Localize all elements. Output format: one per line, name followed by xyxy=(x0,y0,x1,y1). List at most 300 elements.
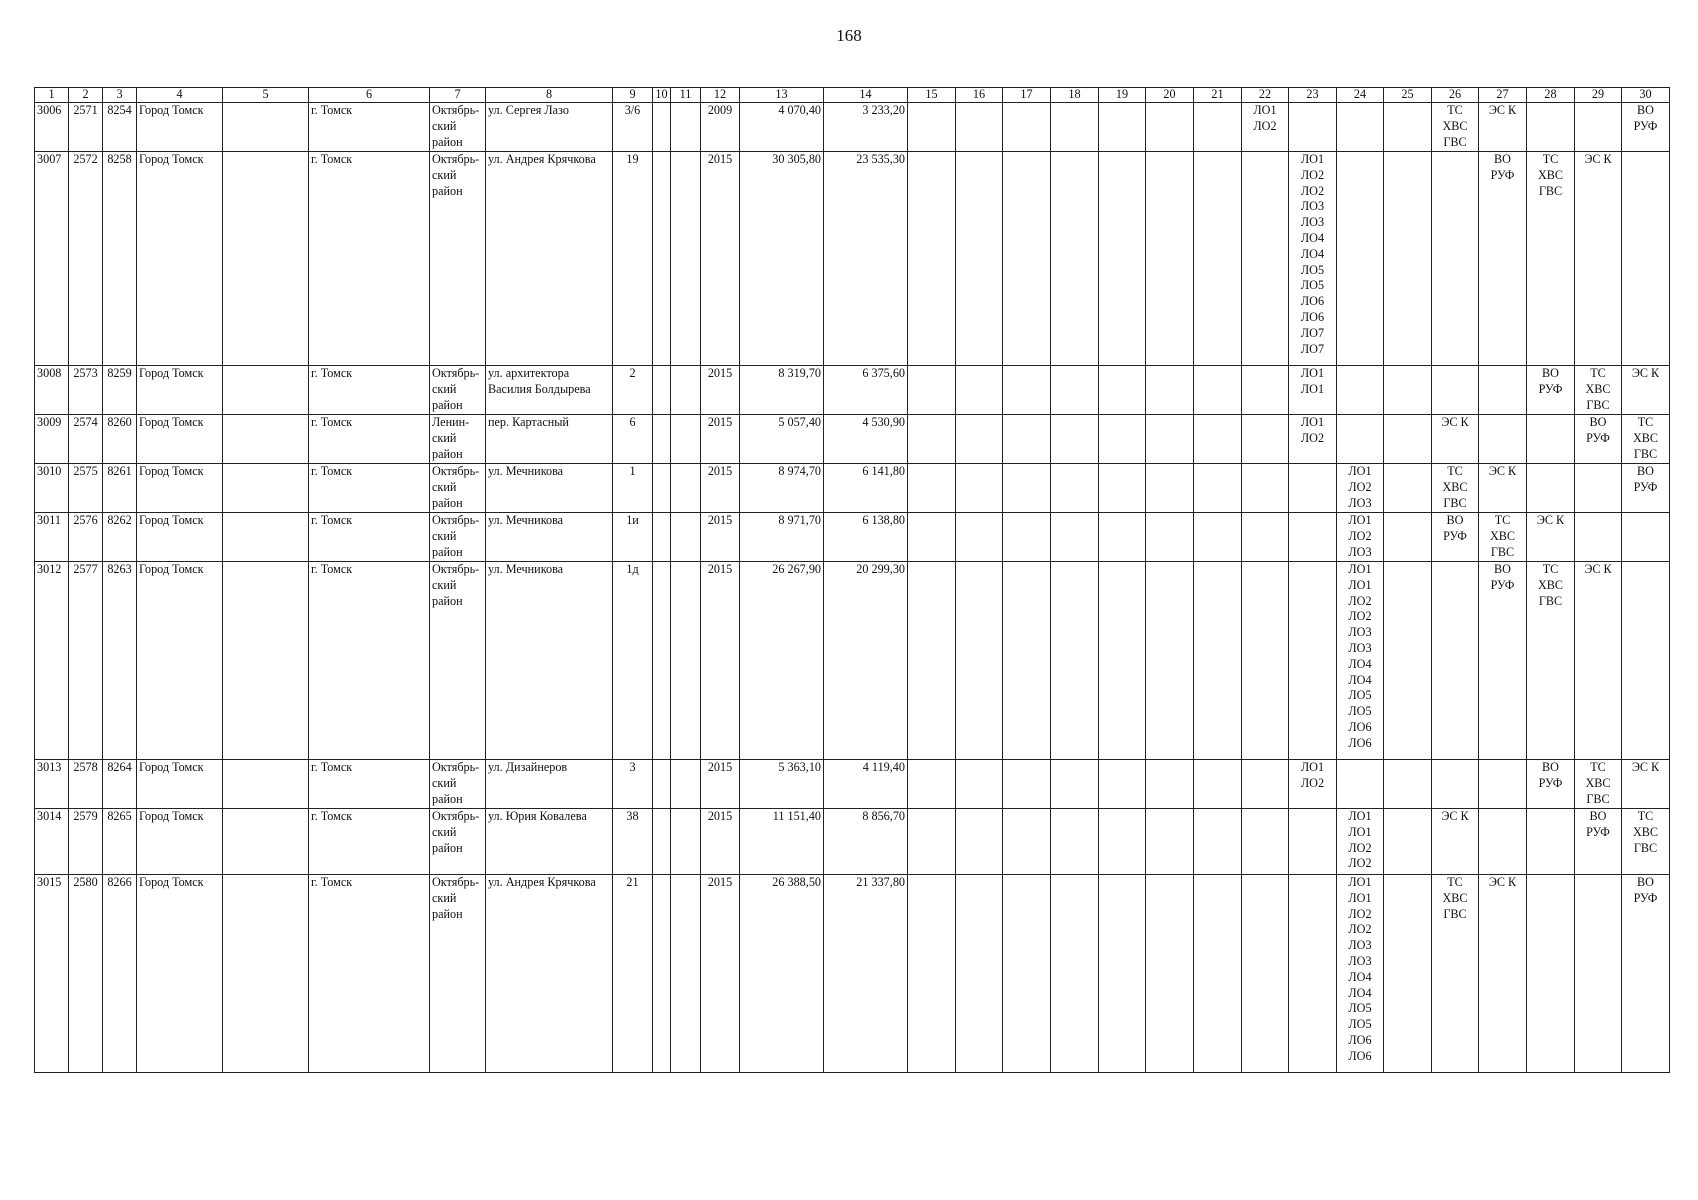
cell-col-4: Город Томск xyxy=(137,809,223,875)
cell-col-19 xyxy=(1099,103,1146,152)
cell-col-1: 3008 xyxy=(35,366,69,415)
cell-col-10 xyxy=(653,415,671,464)
cell-col-4: Город Томск xyxy=(137,513,223,562)
cell-col-20 xyxy=(1146,875,1194,1073)
cell-col-23 xyxy=(1289,464,1337,513)
cell-col-18 xyxy=(1051,760,1099,809)
cell-col-10 xyxy=(653,103,671,152)
cell-col-25 xyxy=(1384,875,1432,1073)
column-header: 9 xyxy=(613,88,653,103)
cell-col-5 xyxy=(223,809,309,875)
cell-col-16 xyxy=(956,103,1003,152)
cell-col-7: Октябрь- ский район xyxy=(430,809,486,875)
cell-col-15 xyxy=(908,464,956,513)
cell-col-3: 8266 xyxy=(103,875,137,1073)
cell-col-22 xyxy=(1242,809,1289,875)
column-header: 6 xyxy=(309,88,430,103)
cell-col-27: ВО РУФ xyxy=(1479,562,1527,760)
cell-col-7: Октябрь- ский район xyxy=(430,366,486,415)
cell-col-3: 8258 xyxy=(103,152,137,366)
cell-col-9: 1 xyxy=(613,464,653,513)
cell-col-13: 26 267,90 xyxy=(740,562,824,760)
cell-col-14: 8 856,70 xyxy=(824,809,908,875)
cell-col-27: ЭС К xyxy=(1479,103,1527,152)
cell-col-22 xyxy=(1242,366,1289,415)
cell-col-6: г. Томск xyxy=(309,760,430,809)
cell-col-29: ТС ХВС ГВС xyxy=(1575,366,1622,415)
column-header: 21 xyxy=(1194,88,1242,103)
cell-col-18 xyxy=(1051,513,1099,562)
cell-col-19 xyxy=(1099,415,1146,464)
cell-col-21 xyxy=(1194,562,1242,760)
cell-col-1: 3010 xyxy=(35,464,69,513)
cell-col-23: ЛО1 ЛО2 ЛО2 ЛО3 ЛО3 ЛО4 ЛО4 ЛО5 ЛО5 ЛО6 ЛО6 ЛО7 ЛО7 xyxy=(1289,152,1337,366)
cell-col-1: 3015 xyxy=(35,875,69,1073)
cell-col-27: ЭС К xyxy=(1479,464,1527,513)
page-number: 168 xyxy=(836,26,862,45)
cell-col-15 xyxy=(908,875,956,1073)
cell-col-21 xyxy=(1194,760,1242,809)
table-row xyxy=(35,513,1670,562)
cell-col-25 xyxy=(1384,513,1432,562)
cell-col-30 xyxy=(1622,152,1670,366)
cell-col-5 xyxy=(223,152,309,366)
cell-col-26 xyxy=(1432,366,1479,415)
cell-col-20 xyxy=(1146,415,1194,464)
cell-col-5 xyxy=(223,464,309,513)
cell-col-6: г. Томск xyxy=(309,562,430,760)
cell-col-19 xyxy=(1099,760,1146,809)
cell-col-30: ВО РУФ xyxy=(1622,103,1670,152)
cell-col-1: 3007 xyxy=(35,152,69,366)
cell-col-26 xyxy=(1432,152,1479,366)
cell-col-19 xyxy=(1099,366,1146,415)
table-row xyxy=(35,875,1670,1073)
cell-col-28: ВО РУФ xyxy=(1527,366,1575,415)
column-header: 16 xyxy=(956,88,1003,103)
cell-col-10 xyxy=(653,152,671,366)
cell-col-12: 2015 xyxy=(701,760,740,809)
cell-col-12: 2015 xyxy=(701,562,740,760)
cell-col-14: 3 233,20 xyxy=(824,103,908,152)
cell-col-18 xyxy=(1051,415,1099,464)
cell-col-30: ЭС К xyxy=(1622,760,1670,809)
cell-col-17 xyxy=(1003,415,1051,464)
cell-col-15 xyxy=(908,415,956,464)
cell-col-29: ВО РУФ xyxy=(1575,415,1622,464)
cell-col-29: ТС ХВС ГВС xyxy=(1575,760,1622,809)
cell-col-30: ТС ХВС ГВС xyxy=(1622,809,1670,875)
column-header: 12 xyxy=(701,88,740,103)
cell-col-14: 4 530,90 xyxy=(824,415,908,464)
cell-col-5 xyxy=(223,366,309,415)
cell-col-22 xyxy=(1242,513,1289,562)
cell-col-12: 2015 xyxy=(701,809,740,875)
cell-col-9: 3/6 xyxy=(613,103,653,152)
cell-col-28: ТС ХВС ГВС xyxy=(1527,152,1575,366)
cell-col-25 xyxy=(1384,562,1432,760)
cell-col-27: ЭС К xyxy=(1479,875,1527,1073)
cell-col-27 xyxy=(1479,366,1527,415)
cell-col-19 xyxy=(1099,809,1146,875)
cell-col-5 xyxy=(223,760,309,809)
cell-col-5 xyxy=(223,875,309,1073)
cell-col-30: ЭС К xyxy=(1622,366,1670,415)
column-header: 19 xyxy=(1099,88,1146,103)
cell-col-15 xyxy=(908,366,956,415)
cell-col-18 xyxy=(1051,464,1099,513)
cell-col-9: 2 xyxy=(613,366,653,415)
column-header: 7 xyxy=(430,88,486,103)
cell-col-12: 2015 xyxy=(701,366,740,415)
cell-col-24: ЛО1 ЛО2 ЛО3 xyxy=(1337,513,1384,562)
cell-col-2: 2579 xyxy=(69,809,103,875)
cell-col-6: г. Томск xyxy=(309,366,430,415)
cell-col-16 xyxy=(956,366,1003,415)
cell-col-24 xyxy=(1337,760,1384,809)
column-header: 29 xyxy=(1575,88,1622,103)
cell-col-29 xyxy=(1575,513,1622,562)
cell-col-23: ЛО1 ЛО2 xyxy=(1289,415,1337,464)
cell-col-25 xyxy=(1384,760,1432,809)
cell-col-2: 2571 xyxy=(69,103,103,152)
cell-col-26: ЭС К xyxy=(1432,809,1479,875)
cell-col-29 xyxy=(1575,464,1622,513)
cell-col-13: 4 070,40 xyxy=(740,103,824,152)
cell-col-25 xyxy=(1384,809,1432,875)
cell-col-9: 6 xyxy=(613,415,653,464)
column-header: 24 xyxy=(1337,88,1384,103)
cell-col-7: Октябрь- ский район xyxy=(430,513,486,562)
cell-col-12: 2015 xyxy=(701,415,740,464)
cell-col-4: Город Томск xyxy=(137,464,223,513)
cell-col-30: ВО РУФ xyxy=(1622,464,1670,513)
column-header: 5 xyxy=(223,88,309,103)
cell-col-17 xyxy=(1003,513,1051,562)
column-header: 14 xyxy=(824,88,908,103)
column-header: 15 xyxy=(908,88,956,103)
cell-col-14: 4 119,40 xyxy=(824,760,908,809)
cell-col-25 xyxy=(1384,366,1432,415)
cell-col-12: 2015 xyxy=(701,152,740,366)
cell-col-7: Октябрь- ский район xyxy=(430,760,486,809)
cell-col-14: 20 299,30 xyxy=(824,562,908,760)
cell-col-6: г. Томск xyxy=(309,809,430,875)
cell-col-4: Город Томск xyxy=(137,760,223,809)
cell-col-8: ул. Андрея Крячкова xyxy=(486,875,613,1073)
cell-col-8: ул. Мечникова xyxy=(486,513,613,562)
cell-col-28: ВО РУФ xyxy=(1527,760,1575,809)
cell-col-26: ЭС К xyxy=(1432,415,1479,464)
cell-col-23 xyxy=(1289,103,1337,152)
cell-col-16 xyxy=(956,415,1003,464)
cell-col-9: 19 xyxy=(613,152,653,366)
cell-col-8: ул. Мечникова xyxy=(486,464,613,513)
column-header: 17 xyxy=(1003,88,1051,103)
cell-col-13: 26 388,50 xyxy=(740,875,824,1073)
cell-col-29: ЭС К xyxy=(1575,562,1622,760)
cell-col-20 xyxy=(1146,464,1194,513)
cell-col-21 xyxy=(1194,809,1242,875)
cell-col-26: ТС ХВС ГВС xyxy=(1432,464,1479,513)
cell-col-11 xyxy=(671,809,701,875)
cell-col-28 xyxy=(1527,415,1575,464)
cell-col-11 xyxy=(671,760,701,809)
cell-col-22 xyxy=(1242,464,1289,513)
cell-col-20 xyxy=(1146,366,1194,415)
cell-col-13: 8 971,70 xyxy=(740,513,824,562)
cell-col-10 xyxy=(653,366,671,415)
cell-col-9: 21 xyxy=(613,875,653,1073)
cell-col-19 xyxy=(1099,562,1146,760)
cell-col-6: г. Томск xyxy=(309,464,430,513)
cell-col-7: Ленин- ский район xyxy=(430,415,486,464)
cell-col-1: 3013 xyxy=(35,760,69,809)
register-body xyxy=(35,103,1670,1073)
column-header: 22 xyxy=(1242,88,1289,103)
cell-col-10 xyxy=(653,562,671,760)
cell-col-27 xyxy=(1479,760,1527,809)
cell-col-21 xyxy=(1194,464,1242,513)
column-number-row xyxy=(35,88,1670,103)
cell-col-8: ул. Сергея Лазо xyxy=(486,103,613,152)
table-row xyxy=(35,366,1670,415)
cell-col-17 xyxy=(1003,875,1051,1073)
cell-col-24: ЛО1 ЛО1 ЛО2 ЛО2 xyxy=(1337,809,1384,875)
cell-col-16 xyxy=(956,464,1003,513)
cell-col-19 xyxy=(1099,513,1146,562)
cell-col-17 xyxy=(1003,366,1051,415)
cell-col-8: ул. Дизайнеров xyxy=(486,760,613,809)
cell-col-4: Город Томск xyxy=(137,415,223,464)
cell-col-10 xyxy=(653,875,671,1073)
cell-col-22 xyxy=(1242,152,1289,366)
cell-col-26: ТС ХВС ГВС xyxy=(1432,103,1479,152)
cell-col-1: 3006 xyxy=(35,103,69,152)
cell-col-6: г. Томск xyxy=(309,875,430,1073)
cell-col-26 xyxy=(1432,760,1479,809)
cell-col-21 xyxy=(1194,513,1242,562)
cell-col-24: ЛО1 ЛО1 ЛО2 ЛО2 ЛО3 ЛО3 ЛО4 ЛО4 ЛО5 ЛО5 ЛО6 ЛО6 xyxy=(1337,875,1384,1073)
cell-col-21 xyxy=(1194,366,1242,415)
cell-col-19 xyxy=(1099,152,1146,366)
cell-col-13: 5 363,10 xyxy=(740,760,824,809)
cell-col-27 xyxy=(1479,809,1527,875)
cell-col-13: 8 319,70 xyxy=(740,366,824,415)
cell-col-29: ЭС К xyxy=(1575,152,1622,366)
cell-col-13: 5 057,40 xyxy=(740,415,824,464)
cell-col-17 xyxy=(1003,152,1051,366)
cell-col-24: ЛО1 ЛО2 ЛО3 xyxy=(1337,464,1384,513)
column-header: 13 xyxy=(740,88,824,103)
cell-col-26 xyxy=(1432,562,1479,760)
cell-col-2: 2577 xyxy=(69,562,103,760)
cell-col-20 xyxy=(1146,562,1194,760)
cell-col-17 xyxy=(1003,103,1051,152)
cell-col-7: Октябрь- ский район xyxy=(430,103,486,152)
cell-col-20 xyxy=(1146,103,1194,152)
cell-col-12: 2015 xyxy=(701,464,740,513)
cell-col-4: Город Томск xyxy=(137,562,223,760)
cell-col-23 xyxy=(1289,513,1337,562)
cell-col-8: ул. Мечникова xyxy=(486,562,613,760)
cell-col-6: г. Томск xyxy=(309,103,430,152)
cell-col-11 xyxy=(671,562,701,760)
cell-col-2: 2580 xyxy=(69,875,103,1073)
cell-col-2: 2573 xyxy=(69,366,103,415)
cell-col-2: 2578 xyxy=(69,760,103,809)
cell-col-18 xyxy=(1051,562,1099,760)
cell-col-29 xyxy=(1575,103,1622,152)
cell-col-6: г. Томск xyxy=(309,513,430,562)
register-table xyxy=(34,87,1670,1073)
cell-col-10 xyxy=(653,513,671,562)
column-header: 28 xyxy=(1527,88,1575,103)
cell-col-10 xyxy=(653,809,671,875)
cell-col-17 xyxy=(1003,760,1051,809)
cell-col-11 xyxy=(671,366,701,415)
cell-col-14: 23 535,30 xyxy=(824,152,908,366)
table-row xyxy=(35,809,1670,875)
cell-col-24: ЛО1 ЛО1 ЛО2 ЛО2 ЛО3 ЛО3 ЛО4 ЛО4 ЛО5 ЛО5 ЛО6 ЛО6 xyxy=(1337,562,1384,760)
column-header: 2 xyxy=(69,88,103,103)
cell-col-24 xyxy=(1337,415,1384,464)
cell-col-7: Октябрь- ский район xyxy=(430,152,486,366)
cell-col-3: 8265 xyxy=(103,809,137,875)
cell-col-27: ВО РУФ xyxy=(1479,152,1527,366)
cell-col-8: ул. Андрея Крячкова xyxy=(486,152,613,366)
table-row xyxy=(35,464,1670,513)
cell-col-4: Город Томск xyxy=(137,152,223,366)
cell-col-28 xyxy=(1527,464,1575,513)
cell-col-9: 3 xyxy=(613,760,653,809)
cell-col-24 xyxy=(1337,103,1384,152)
table-row xyxy=(35,415,1670,464)
cell-col-13: 8 974,70 xyxy=(740,464,824,513)
column-header: 23 xyxy=(1289,88,1337,103)
cell-col-20 xyxy=(1146,152,1194,366)
cell-col-8: пер. Картасный xyxy=(486,415,613,464)
cell-col-29 xyxy=(1575,875,1622,1073)
cell-col-12: 2015 xyxy=(701,875,740,1073)
cell-col-17 xyxy=(1003,562,1051,760)
cell-col-30 xyxy=(1622,562,1670,760)
cell-col-19 xyxy=(1099,464,1146,513)
cell-col-2: 2574 xyxy=(69,415,103,464)
cell-col-18 xyxy=(1051,103,1099,152)
cell-col-22 xyxy=(1242,760,1289,809)
cell-col-25 xyxy=(1384,152,1432,366)
table-row xyxy=(35,760,1670,809)
cell-col-22: ЛО1 ЛО2 xyxy=(1242,103,1289,152)
cell-col-15 xyxy=(908,152,956,366)
cell-col-10 xyxy=(653,760,671,809)
cell-col-14: 6 375,60 xyxy=(824,366,908,415)
cell-col-23: ЛО1 ЛО2 xyxy=(1289,760,1337,809)
cell-col-12: 2015 xyxy=(701,513,740,562)
column-header: 1 xyxy=(35,88,69,103)
table-row xyxy=(35,152,1670,366)
cell-col-6: г. Томск xyxy=(309,152,430,366)
cell-col-11 xyxy=(671,103,701,152)
cell-col-1: 3012 xyxy=(35,562,69,760)
column-header: 30 xyxy=(1622,88,1670,103)
cell-col-9: 1и xyxy=(613,513,653,562)
cell-col-11 xyxy=(671,415,701,464)
cell-col-13: 11 151,40 xyxy=(740,809,824,875)
cell-col-11 xyxy=(671,875,701,1073)
cell-col-3: 8263 xyxy=(103,562,137,760)
column-header: 18 xyxy=(1051,88,1099,103)
cell-col-5 xyxy=(223,562,309,760)
cell-col-17 xyxy=(1003,464,1051,513)
cell-col-17 xyxy=(1003,809,1051,875)
cell-col-11 xyxy=(671,464,701,513)
cell-col-20 xyxy=(1146,809,1194,875)
cell-col-26: ВО РУФ xyxy=(1432,513,1479,562)
column-header: 8 xyxy=(486,88,613,103)
cell-col-4: Город Томск xyxy=(137,366,223,415)
cell-col-16 xyxy=(956,152,1003,366)
cell-col-15 xyxy=(908,103,956,152)
cell-col-30 xyxy=(1622,513,1670,562)
cell-col-28 xyxy=(1527,809,1575,875)
cell-col-20 xyxy=(1146,513,1194,562)
cell-col-20 xyxy=(1146,760,1194,809)
cell-col-8: ул. архитектора Василия Болдырева xyxy=(486,366,613,415)
cell-col-25 xyxy=(1384,464,1432,513)
cell-col-21 xyxy=(1194,152,1242,366)
cell-col-1: 3009 xyxy=(35,415,69,464)
cell-col-15 xyxy=(908,760,956,809)
cell-col-24 xyxy=(1337,366,1384,415)
column-header: 10 xyxy=(653,88,671,103)
cell-col-8: ул. Юрия Ковалева xyxy=(486,809,613,875)
cell-col-2: 2575 xyxy=(69,464,103,513)
cell-col-23 xyxy=(1289,875,1337,1073)
cell-col-10 xyxy=(653,464,671,513)
cell-col-11 xyxy=(671,152,701,366)
cell-col-6: г. Томск xyxy=(309,415,430,464)
cell-col-28: ТС ХВС ГВС xyxy=(1527,562,1575,760)
cell-col-7: Октябрь- ский район xyxy=(430,562,486,760)
cell-col-14: 6 138,80 xyxy=(824,513,908,562)
cell-col-16 xyxy=(956,809,1003,875)
cell-col-16 xyxy=(956,562,1003,760)
cell-col-27 xyxy=(1479,415,1527,464)
cell-col-4: Город Томск xyxy=(137,875,223,1073)
cell-col-1: 3011 xyxy=(35,513,69,562)
cell-col-23 xyxy=(1289,562,1337,760)
cell-col-28 xyxy=(1527,875,1575,1073)
cell-col-27: ТС ХВС ГВС xyxy=(1479,513,1527,562)
cell-col-15 xyxy=(908,562,956,760)
column-header: 11 xyxy=(671,88,701,103)
cell-col-14: 21 337,80 xyxy=(824,875,908,1073)
cell-col-26: ТС ХВС ГВС xyxy=(1432,875,1479,1073)
cell-col-21 xyxy=(1194,103,1242,152)
table-row xyxy=(35,103,1670,152)
cell-col-19 xyxy=(1099,875,1146,1073)
cell-col-22 xyxy=(1242,562,1289,760)
cell-col-18 xyxy=(1051,366,1099,415)
column-header: 27 xyxy=(1479,88,1527,103)
cell-col-16 xyxy=(956,513,1003,562)
cell-col-18 xyxy=(1051,809,1099,875)
cell-col-3: 8264 xyxy=(103,760,137,809)
column-header: 4 xyxy=(137,88,223,103)
cell-col-21 xyxy=(1194,415,1242,464)
